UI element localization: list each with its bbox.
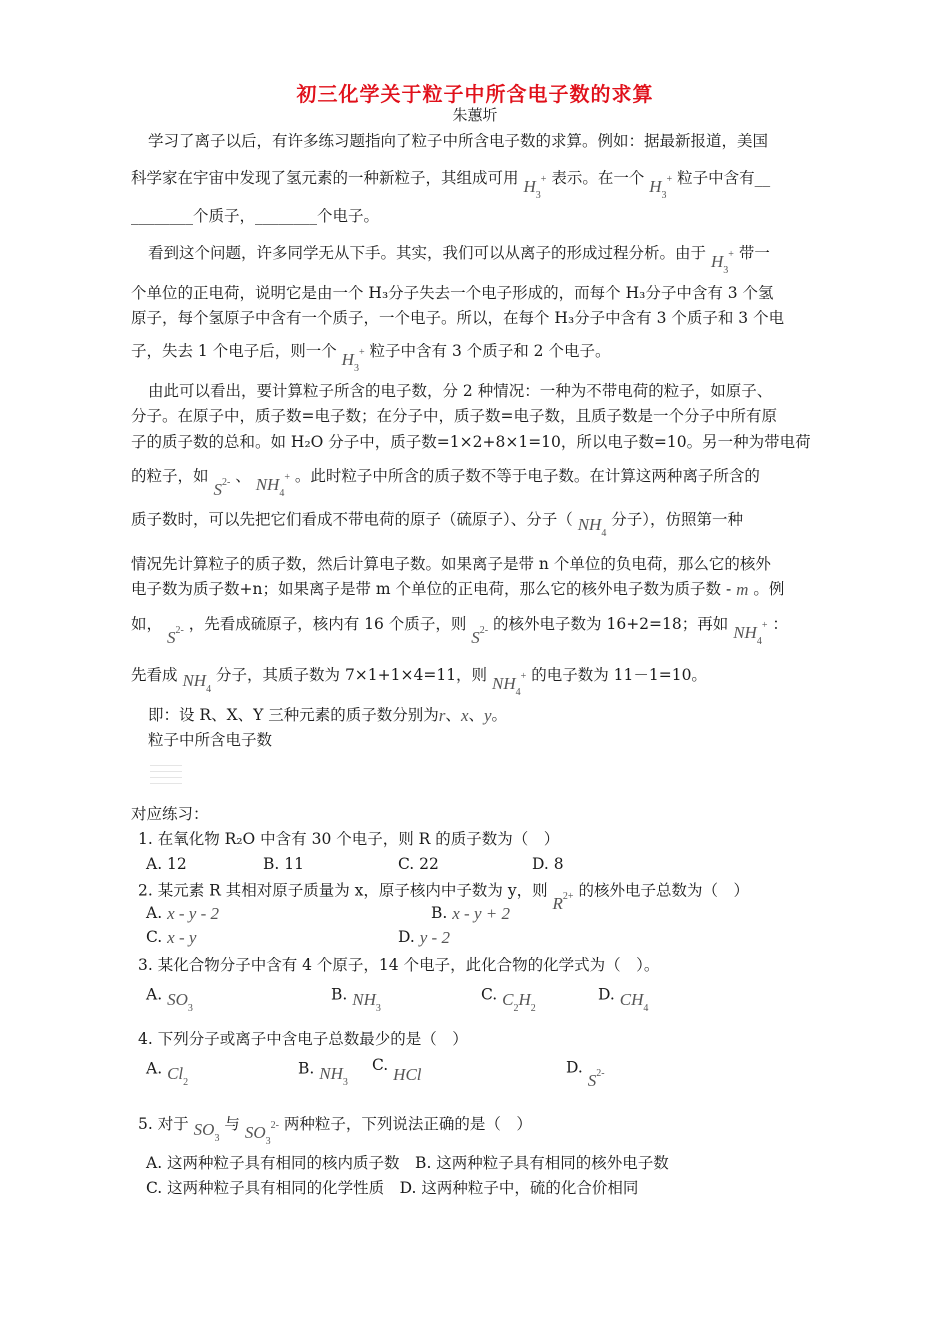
p4-line1: 即：设 R、X、Y 三种元素的质子数分别为r、x、y。 (148, 706, 508, 725)
p2-line4: 子，失去 1 个电子后，则一个 $H_3^+$ 粒子中含有 3 个质子和 2 个电子。 (131, 333, 610, 371)
q5-options-ab: A. 这两种粒子具有相同的核内质子数 B. 这两种粒子具有相同的核外电子数 (146, 1154, 669, 1172)
p3-line6: 情况先计算粒子的质子数，然后计算电子数。如果离子是带 n 个单位的负电荷，那么它的核外 (131, 555, 771, 573)
formula-h3-plus: $H_3^+$ (341, 347, 365, 374)
q4-option-b: B. $NH_3$ (298, 1059, 348, 1088)
q2-option-d: D. y - 2 (398, 928, 450, 947)
p2-line1: 看到这个问题，许多同学无从下手。其实，我们可以从离子的形成过程分析。由于 $H_3^+$ 带一 (148, 235, 770, 273)
p3-line4: 的粒子，如 $S^{2-}$ 、 $NH_4^+$ 。此时粒子中所含的质子数不等于电子数。在计算这两种离子所含的 (131, 458, 760, 496)
formula-nh4: $NH_4$ (182, 670, 212, 695)
p2-line2: 个单位的正电荷，说明它是由一个 H₃分子失去一个电子形成的，而每个 H₃分子中含有 3 个氢 (131, 284, 774, 302)
p3-line2: 分子。在原子中，质子数=电子数；在分子中，质子数=电子数，且质子数是一个分子中所有原 (131, 407, 777, 425)
question-5: 5. 对于 $SO_3$ 与 $SO_3^{2-}$ 两种粒子，下列说法正确的是（ ） (138, 1115, 532, 1147)
formula-nh4-plus: $NH_4^+$ (492, 671, 527, 698)
formula-h3-plus: $H_3^+$ (710, 249, 734, 276)
q2-option-b: B. x - y + 2 (431, 904, 510, 923)
p3-line7: 电子数为质子数+n；如果离子是带 m 个单位的正电荷，那么它的核外电子数为质子数 - m 。例 (131, 580, 785, 599)
author: 朱蕙圻 (452, 106, 498, 124)
q3-option-d: D. $CH_4$ (598, 985, 649, 1014)
p1-line2: 科学家在宇宙中发现了氢元素的一种新粒子，其组成可用 $H_3^+$ 表示。在一个 $H_3^+$ 粒子中含有__ (131, 160, 770, 198)
q3-option-c: C. $C_2H_2$ (481, 985, 536, 1014)
p3-line9: 先看成 $NH_4$ 分子，其质子数为 7×1+1×4=11，则 $NH_4^+$ 的电子数为 11－1=10。 (131, 657, 707, 695)
question-3: 3. 某化合物分子中含有 4 个原子，14 个电子，此化合物的化学式为（ ）。 (138, 956, 660, 974)
q5-options-cd: C. 这两种粒子具有相同的化学性质 D. 这两种粒子中，硫的化合价相同 (146, 1179, 639, 1197)
q1-option-d: D. 8 (532, 855, 564, 873)
page-title: 初三化学关于粒子中所含电子数的求算 (296, 82, 654, 106)
p3-line8: 如， $S^{2-}$ ，先看成硫原子，核内有 16 个质子，则 $S^{2-}$ 的核外电子数为 16+2=18；再如 $NH_4^+$ ： (131, 606, 788, 644)
formula-nh4-plus: $NH_4^+$ (733, 620, 768, 647)
q3-option-a: A. $SO_3$ (146, 985, 193, 1014)
formula-s2-minus: $S^{2-}$ (213, 476, 231, 499)
q3-option-b: B. $NH_3$ (331, 985, 381, 1014)
variable-m: m (736, 580, 749, 599)
p1-line3: ________个质子，________个电子。 (131, 207, 380, 225)
p3-line3: 子的质子数的总和。如 H₂O 分子中，质子数=1×2+8×1=10，所以电子数=10。另一种为带电荷 (131, 433, 811, 451)
formula-h3-plus: $H_3^+$ (649, 174, 673, 201)
q1-option-c: C. 22 (398, 855, 439, 873)
p3-line5: 质子数时，可以先把它们看成不带电荷的原子（硫原子）、分子（ $NH_4$ 分子），仿照第一种 (131, 505, 743, 536)
p1-line1: 学习了离子以后，有许多练习题指向了粒子中所含电子数的求算。例如：据最新报道，美国 (148, 132, 769, 150)
q4-option-d: D. $S^{2-}$ (566, 1058, 605, 1090)
q1-option-a: A. 12 (146, 855, 187, 873)
formula-table-image (148, 760, 184, 794)
formula-h3-plus: $H_3^+$ (523, 174, 547, 201)
formula-r2-plus: $R^{2+}$ (552, 891, 574, 913)
formula-s2-minus: $S^{2-}$ (166, 624, 184, 647)
formula-s2-minus: $S^{2-}$ (471, 624, 489, 647)
q1-option-b: B. 11 (263, 855, 304, 873)
practice-heading: 对应练习： (131, 805, 209, 823)
p2-line3: 原子，每个氢原子中含有一个质子，一个电子。所以，在每个 H₃分子中含有 3 个质子和 3 个电 (131, 309, 785, 327)
p3-line1: 由此可以看出，要计算粒子所含的电子数，分 2 种情况：一种为不带电荷的粒子，如原子、 (148, 382, 773, 400)
q2-option-a: A. x - y - 2 (146, 904, 219, 923)
question-2: 2. 某元素 R 其相对原子质量为 x，原子核内中子数为 y，则 $R^{2+}$ 的核外电子总数为（ ） (138, 881, 750, 913)
q2-option-c: C. x - y (146, 928, 197, 947)
p4-line2: 粒子中所含电子数 (148, 731, 273, 749)
q4-option-c: C. HCl (372, 1056, 422, 1084)
question-1: 1. 在氧化物 R₂O 中含有 30 个电子，则 R 的质子数为（ ） (138, 830, 560, 848)
formula-nh4: $NH_4$ (577, 515, 607, 539)
formula-nh4-plus: $NH_4^+$ (255, 472, 290, 499)
q4-option-a: A. $Cl_2$ (146, 1059, 189, 1088)
question-4: 4. 下列分子或离子中含电子总数最少的是（ ） (138, 1030, 468, 1048)
